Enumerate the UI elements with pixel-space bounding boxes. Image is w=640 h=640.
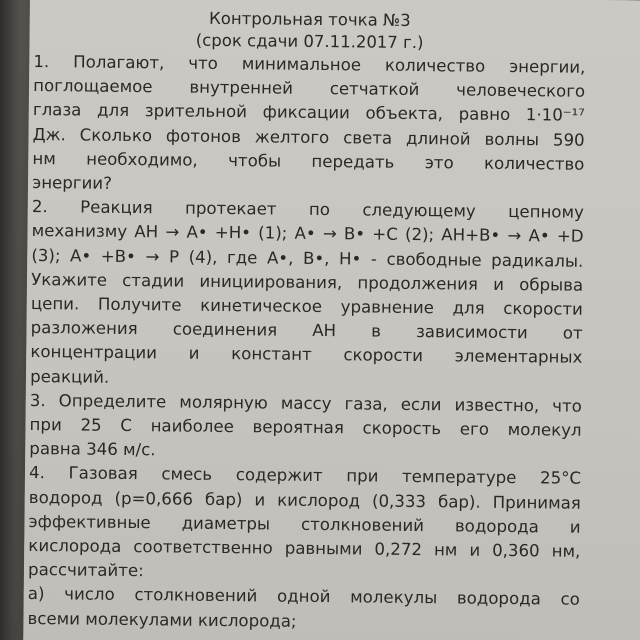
text-line: Дж. Сколько фотонов желтого света длиной волны 590 [32,124,585,150]
text-line: реакций. [30,366,110,387]
text-line: эффективные диаметры столкновений водорода и [28,511,581,537]
document-text [27,6,586,637]
text-line: цепи. Получите кинетическое уравнение для скорости [30,294,583,319]
text-line: механизму АН → А• +Н• (1); А• → В• +С (2); АН+В• → А• +D [31,221,584,247]
document-subtitle: (срок сдачи 07.11.2017 г.) [195,30,424,53]
text-line: нм необходимо, чтобы передать это количество [32,148,585,174]
task-4 [27,461,581,636]
text-line: (3); А• +В• → Р (4), где А•, В•, Н• - свободные радикалы. [31,245,584,271]
text-line: энергии? [32,173,113,193]
text-line: глаза для зрительной фиксации объекта, равно 1·10⁻¹⁷ [32,100,585,126]
text-line: концентрации и констант скорости элементарных [30,342,583,368]
text-line: рассчитайте: [27,560,144,581]
document-title: Контрольная точка №3 [208,8,411,30]
text-line: равна 346 м/с. [29,439,156,460]
text-line: разложения соединения АН в зависимости от [30,318,583,343]
text-line: 4. Газовая смесь содержит при температуре 25°С [29,463,582,489]
text-line: 2. Реакция протекает по следующему цепному [31,197,584,222]
text-line: 3. Определите молярную массу газа, если известно, что [29,390,582,416]
task-1 [32,50,585,201]
text-line: 1. Полагают, что минимальное количество энергии, [33,51,586,77]
text-line: Укажите стадии инициирования, продолжения и обрыва [31,269,584,295]
text-line: водород (р=0,666 бар) и кислород (0,333 бар). Принимая [28,487,581,513]
task-2 [30,195,584,394]
task-3 [29,389,582,467]
text-line: кислорода соответственно равными 0,272 нм и 0,360 нм, [28,536,581,561]
text-line: а) число столкновений одной молекулы водорода со [27,584,580,610]
text-line: при 25 С наиболее вероятная скорость его молекул [29,415,582,440]
text-line: поглощаемое внутренней сетчаткой человеческого [33,76,586,101]
text-line: всеми молекулами кислорода; [27,608,297,631]
